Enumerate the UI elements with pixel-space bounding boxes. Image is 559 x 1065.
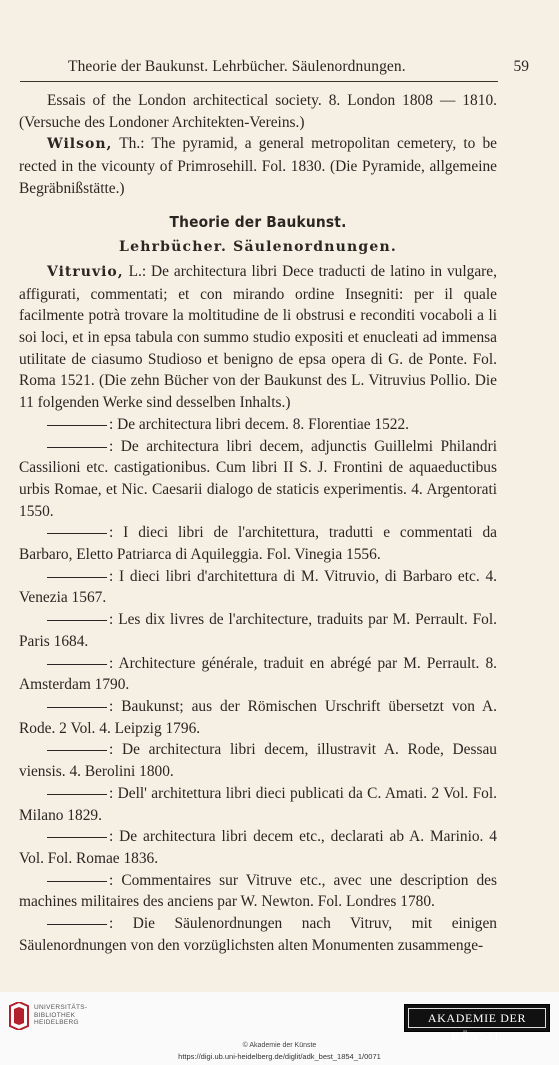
akademie-logo[interactable] <box>404 1004 550 1043</box>
running-head <box>20 58 529 78</box>
copyright-notice: © Akademie der Künste <box>242 1042 317 1049</box>
ditto-dash <box>47 533 107 534</box>
edition-entry: : Baukunst; aus der Römischen Urschrift übersetzt von A. Rode. 2 Vol. 4. Leipzig 1796. <box>19 697 497 737</box>
edition-entry: : Die Säulenordnungen nach Vitruv, mit einigen Säulenordnungen von den vorzüglichsten alten Monumenten zusammenge- <box>19 915 497 954</box>
page-body <box>19 90 497 956</box>
library-logo-icon <box>8 1002 30 1030</box>
ditto-dash <box>47 707 107 708</box>
ditto-dash <box>47 750 107 751</box>
ditto-dash <box>47 664 107 665</box>
ditto-dash <box>47 620 107 621</box>
entry-essais: Essais of the London architectical society. 8. London 1808 — 1810. (Versuche des Londoner Architekten-Vereins.) <box>19 92 497 131</box>
header-rule <box>20 81 498 82</box>
edition-entry: : De architectura libri decem etc., declarati ab A. Marinio. 4 Vol. Fol. Romae 1836. <box>19 828 497 867</box>
edition-entry: : Commentaires sur Vitruve etc., avec une description des machines militaires des anciens par W. Newton. Fol. Londres 1780. <box>19 871 497 911</box>
author-name: Vitruvio, <box>47 263 124 280</box>
edition-entry: : De architectura libri decem. 8. Florentiae 1522. <box>19 414 497 436</box>
ditto-dash <box>47 837 107 838</box>
edition-entry: : De architectura libri decem, adjunctis Guillelmi Philandri Cassilioni etc. castigationibus. Cum libri II S. J. Frontini de aquaeductibus urbis Romae, et Nic. Caesarii dialogo de staticis experimentis. 4. Argentorati 1550. <box>19 437 497 520</box>
edition-list <box>19 414 497 957</box>
running-head-title: Theorie der Baukunst. Lehrbücher. Säulenordnungen. <box>68 58 406 75</box>
ditto-dash <box>47 425 107 426</box>
library-logo-text: UNIVERSITÄTS- BIBLIOTHEK HEIDELBERG <box>34 1004 88 1026</box>
library-logo <box>8 1002 148 1030</box>
section-title: Theorie der Baukunst. <box>169 212 347 231</box>
entry-vitruvio: Vitruvio, L.: De architectura libri Dece traducti de latino in vulgare, affigurati, commentati; et con mirando ordine Insegniti: per il quale facilmente potrà trovare la moltitudine de li obstrusi e reconditi vocaboli a li soi loci, et in epsa tabula con summo studio expositi et enucleati ad immensa utilitate de ciasumo Studioso et benigno de epsa opera di G. de Ponte. Fol. Roma 1521. (Die zehn Bücher von der Baukunst des L. Vitruvius Pollio. Die 11 folgenden Werke sind desselben Inhalts.) <box>19 262 497 412</box>
ditto-dash <box>47 794 107 795</box>
akademie-logo-text: AKADEMIE DER KÜNSTE <box>408 1008 546 1028</box>
source-url-link[interactable]: https://digi.ub.uni-heidelberg.de/diglit/adk_best_1854_1/0071 <box>178 1052 381 1061</box>
edition-entry: : Les dix livres de l'architecture, traduits par M. Perrault. Fol. Paris 1684. <box>19 611 497 650</box>
section-subtitle: Lehrbücher. Säulenordnungen. <box>119 239 397 256</box>
edition-entry: : Dell' architettura libri dieci publicati da C. Amati. 2 Vol. Fol. Milano 1829. <box>19 784 497 824</box>
ditto-dash <box>47 881 107 882</box>
edition-entry: : I dieci libri d'architettura di M. Vitruvio, di Barbaro etc. 4. Venezia 1567. <box>19 567 497 607</box>
entry-wilson: Wilson, Th.: The pyramid, a general metropolitan cemetery, to be rected in the vicounty of Primrosehill. Fol. 1830. (Die Pyramide, allgemeine Begräbnißstätte.) <box>19 135 497 197</box>
ditto-dash <box>47 447 107 448</box>
edition-entry: : De architectura libri decem, illustravit A. Rode, Dessau viensis. 4. Berolini 1800. <box>19 741 497 781</box>
author-name: Wilson, <box>47 136 113 153</box>
ditto-dash <box>47 577 107 578</box>
edition-entry: : I dieci libri de l'architettura, tradutti e commentati da Barbaro, Eletto Patriarca di Aquileggia. Fol. Vinegia 1556. <box>19 524 497 564</box>
page-number: 59 <box>513 58 529 75</box>
edition-entry: : Architecture générale, traduit en abrégé par M. Perrault. 8. Amsterdam 1790. <box>19 654 497 694</box>
ditto-dash <box>47 924 107 925</box>
footer <box>0 992 559 1065</box>
